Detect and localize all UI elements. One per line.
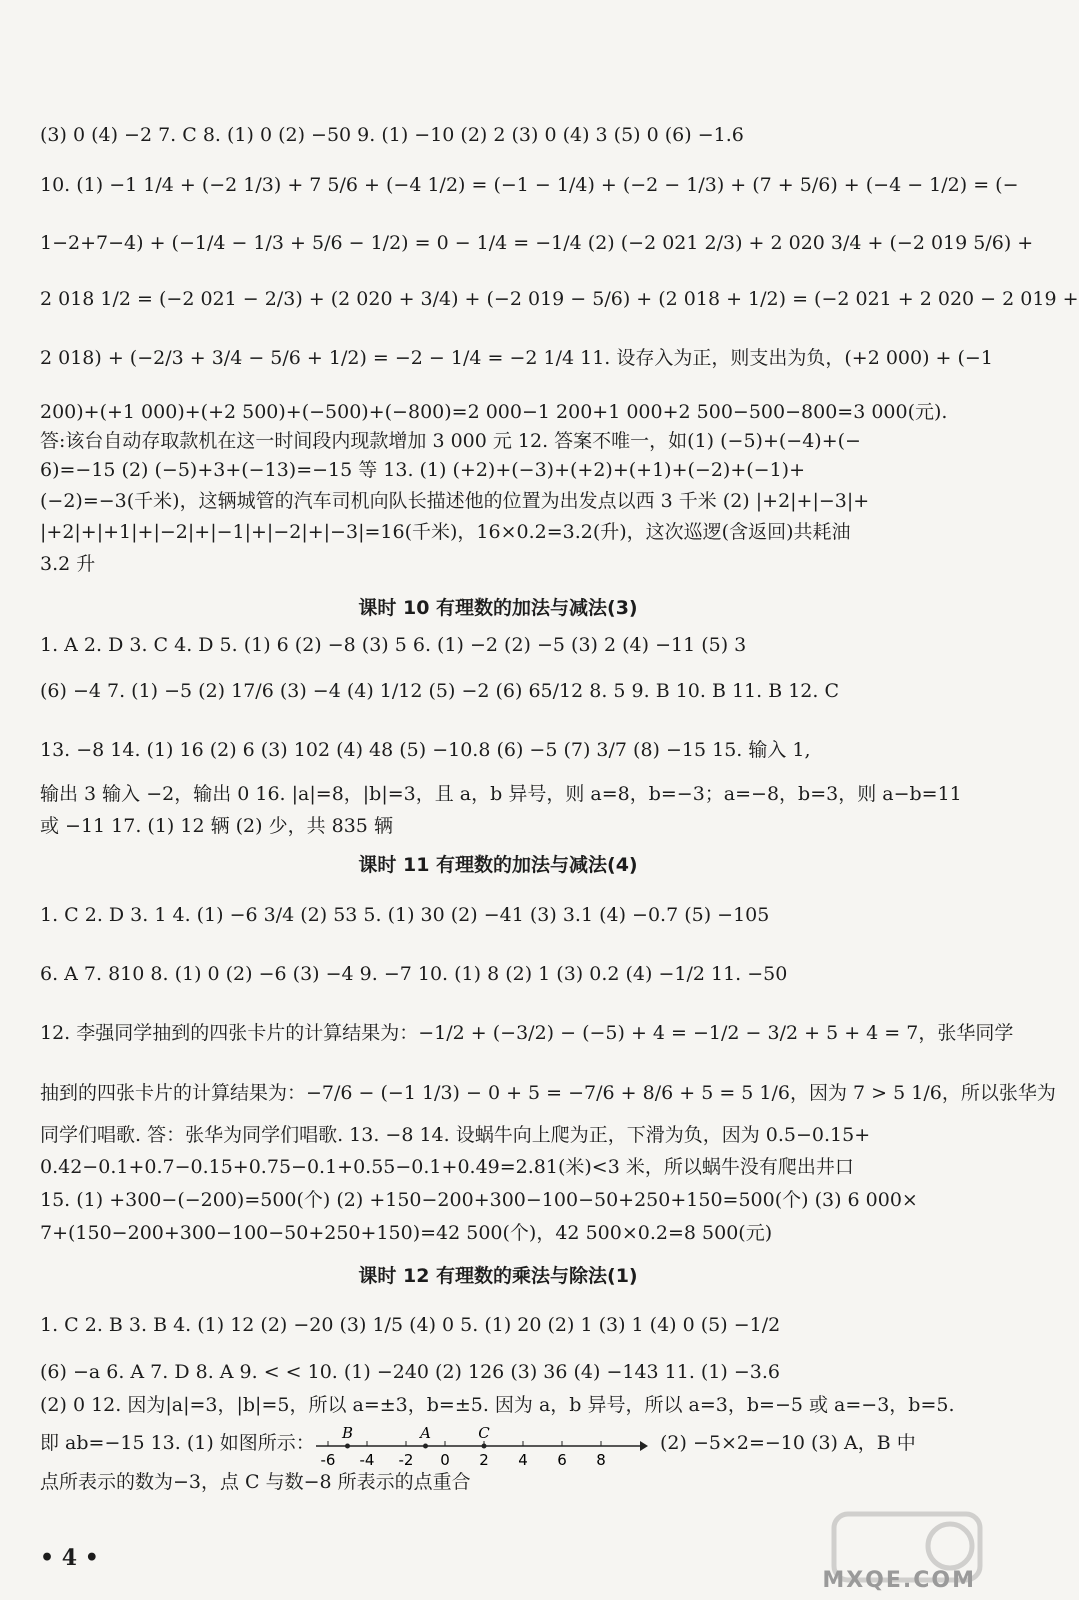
number-line-point-label: B — [341, 1424, 354, 1442]
answer-line: 200)+(+1 000)+(+2 500)+(−500)+(−800)=2 000−1 200+1 000+2 500−500−800=3 000(元). — [40, 401, 948, 423]
answer-line: 或 −11 17. (1) 12 辆 (2) 少，共 835 辆 — [40, 815, 393, 837]
answer-line: 6)=−15 (2) (−5)+3+(−13)=−15 等 13. (1) (+2)+(−3)+(+2)+(+1)+(−2)+(−1)+ — [40, 459, 806, 481]
answer-line: 即 ab=−15 13. (1) 如图所示： — [40, 1432, 315, 1454]
number-line-tick-label: 4 — [518, 1451, 528, 1469]
answer-line: 2 018) + (−2/3 + 3/4 − 5/6 + 1/2) = −2 − 1/4 = −2 1/4 11. 设存入为正，则支出为负，(+2 000) + (−1 — [40, 347, 993, 369]
answer-line: (6) −4 7. (1) −5 (2) 17/6 (3) −4 (4) 1/12 (5) −2 (6) 65/12 8. 5 9. B 10. B 11. B 12. C — [40, 680, 840, 702]
number-line-point — [482, 1444, 487, 1449]
answer-line: 12. 李强同学抽到的四张卡片的计算结果为：−1/2 + (−3/2) − (−5) + 4 = −1/2 − 3/2 + 5 + 4 = 7，张华同学 — [40, 1022, 1014, 1044]
answer-line: 2 018 1/2 = (−2 021 − 2/3) + (2 020 + 3/4) + (−2 019 − 5/6) + (2 018 + 1/2) = (−2 021 + 2 020 − 2 019 + — [40, 288, 1079, 310]
answer-line: (6) −a 6. A 7. D 8. A 9. < < 10. (1) −240 (2) 126 (3) 36 (4) −143 11. (1) −3.6 — [40, 1361, 781, 1383]
number-line-tick-label: -6 — [320, 1451, 336, 1469]
answer-line: 输出 3 输入 −2，输出 0 16. |a|=8，|b|=3，且 a，b 异号，则 a=8，b=−3；a=−8，b=3，则 a−b=11 — [40, 783, 962, 805]
answer-line: |+2|+|+1|+|−2|+|−1|+|−2|+|−3|=16(千米)，16×0.2=3.2(升)，这次巡逻(含返回)共耗油 — [40, 521, 851, 543]
number-line-arrow — [640, 1441, 648, 1451]
number-line-tick-label: 0 — [440, 1451, 450, 1469]
number-line-points — [341, 1424, 490, 1449]
page-number: • 4 • — [40, 1545, 99, 1571]
answer-line: 7+(150−200+300−100−50+250+150)=42 500(个)，42 500×0.2=8 500(元) — [40, 1222, 773, 1244]
answer-line: 抽到的四张卡片的计算结果为：−7/6 − (−1 1/3) − 0 + 5 = −7/6 + 8/6 + 5 = 5 1/6，因为 7 > 5 1/6，所以张华为 — [40, 1082, 1056, 1104]
answer-line: 13. −8 14. (1) 16 (2) 6 (3) 102 (4) 48 (5) −10.8 (6) −5 (7) 3/7 (8) −15 15. 输入 1, — [40, 739, 811, 761]
number-line-tick-label: -2 — [398, 1451, 414, 1469]
section-heading: 课时 12 有理数的乘法与除法(1) — [358, 1265, 638, 1287]
answer-line: 6. A 7. 810 8. (1) 0 (2) −6 (3) −4 9. −7 10. (1) 8 (2) 1 (3) 0.2 (4) −1/2 11. −50 — [40, 963, 788, 985]
answer-line: 同学们唱歌. 答：张华为同学们唱歌. 13. −8 14. 设蜗牛向上爬为正，下滑为负，因为 0.5−0.15+ — [40, 1124, 871, 1146]
answer-line: 1. C 2. D 3. 1 4. (1) −6 3/4 (2) 53 5. (1) 30 (2) −41 (3) 3.1 (4) −0.7 (5) −105 — [40, 904, 770, 926]
number-line-point — [423, 1444, 428, 1449]
answer-line: (−2)=−3(千米)，这辆城管的汽车司机向队长描述他的位置为出发点以西 3 千米 (2) |+2|+|−3|+ — [40, 490, 870, 512]
number-line-point-label: A — [420, 1424, 431, 1442]
number-line-ticks — [321, 1441, 606, 1469]
section-heading: 课时 11 有理数的加法与减法(4) — [358, 854, 638, 876]
answer-line: 点所表示的数为−3，点 C 与数−8 所表示的点重合 — [40, 1471, 471, 1493]
answer-line: 15. (1) +300−(−200)=500(个) (2) +150−200+300−100−50+250+150=500(个) (3) 6 000× — [40, 1189, 918, 1211]
answer-line: 1. A 2. D 3. C 4. D 5. (1) 6 (2) −8 (3) 5 6. (1) −2 (2) −5 (3) 2 (4) −11 (5) 3 — [40, 634, 747, 656]
answer-line: 0.42−0.1+0.7−0.15+0.75−0.1+0.55−0.1+0.49=2.81(米)<3 米，所以蜗牛没有爬出井口 — [40, 1156, 854, 1178]
number-line-tick-label: 6 — [557, 1451, 567, 1469]
watermark-text: MXQE.COM — [822, 1568, 976, 1593]
number-line-point — [345, 1444, 350, 1449]
answer-line: 3.2 升 — [40, 553, 96, 575]
answer-line: 1−2+7−4) + (−1/4 − 1/3 + 5/6 − 1/2) = 0 − 1/4 = −1/4 (2) (−2 021 2/3) + 2 020 3/4 + (−2 019 5/6) + — [40, 232, 1034, 254]
answer-line: (3) 0 (4) −2 7. C 8. (1) 0 (2) −50 9. (1) −10 (2) 2 (3) 0 (4) 3 (5) 0 (6) −1.6 — [40, 124, 744, 146]
number-line-tick-label: 8 — [596, 1451, 606, 1469]
number-line-tick-label: -4 — [359, 1451, 375, 1469]
number-line-figure — [308, 1426, 648, 1470]
answer-line: (2) −5×2=−10 (3) A，B 中 — [660, 1432, 916, 1454]
answer-line: 10. (1) −1 1/4 + (−2 1/3) + 7 5/6 + (−4 1/2) = (−1 − 1/4) + (−2 − 1/3) + (7 + 5/6) + (−4 − 1/2) = (− — [40, 174, 1019, 196]
answer-line: 答:该台自动存取款机在这一时间段内现款增加 3 000 元 12. 答案不唯一，如(1) (−5)+(−4)+(− — [40, 430, 861, 452]
answer-line: (2) 0 12. 因为|a|=3，|b|=5，所以 a=±3，b=±5. 因为 a，b 异号，所以 a=3，b=−5 或 a=−3，b=5. — [40, 1394, 955, 1416]
answer-line: 1. C 2. B 3. B 4. (1) 12 (2) −20 (3) 1/5 (4) 0 5. (1) 20 (2) 1 (3) 1 (4) 0 (5) −1/2 — [40, 1314, 781, 1336]
number-line-tick-label: 2 — [479, 1451, 489, 1469]
section-heading: 课时 10 有理数的加法与减法(3) — [358, 597, 638, 619]
number-line-point-label: C — [478, 1424, 490, 1442]
